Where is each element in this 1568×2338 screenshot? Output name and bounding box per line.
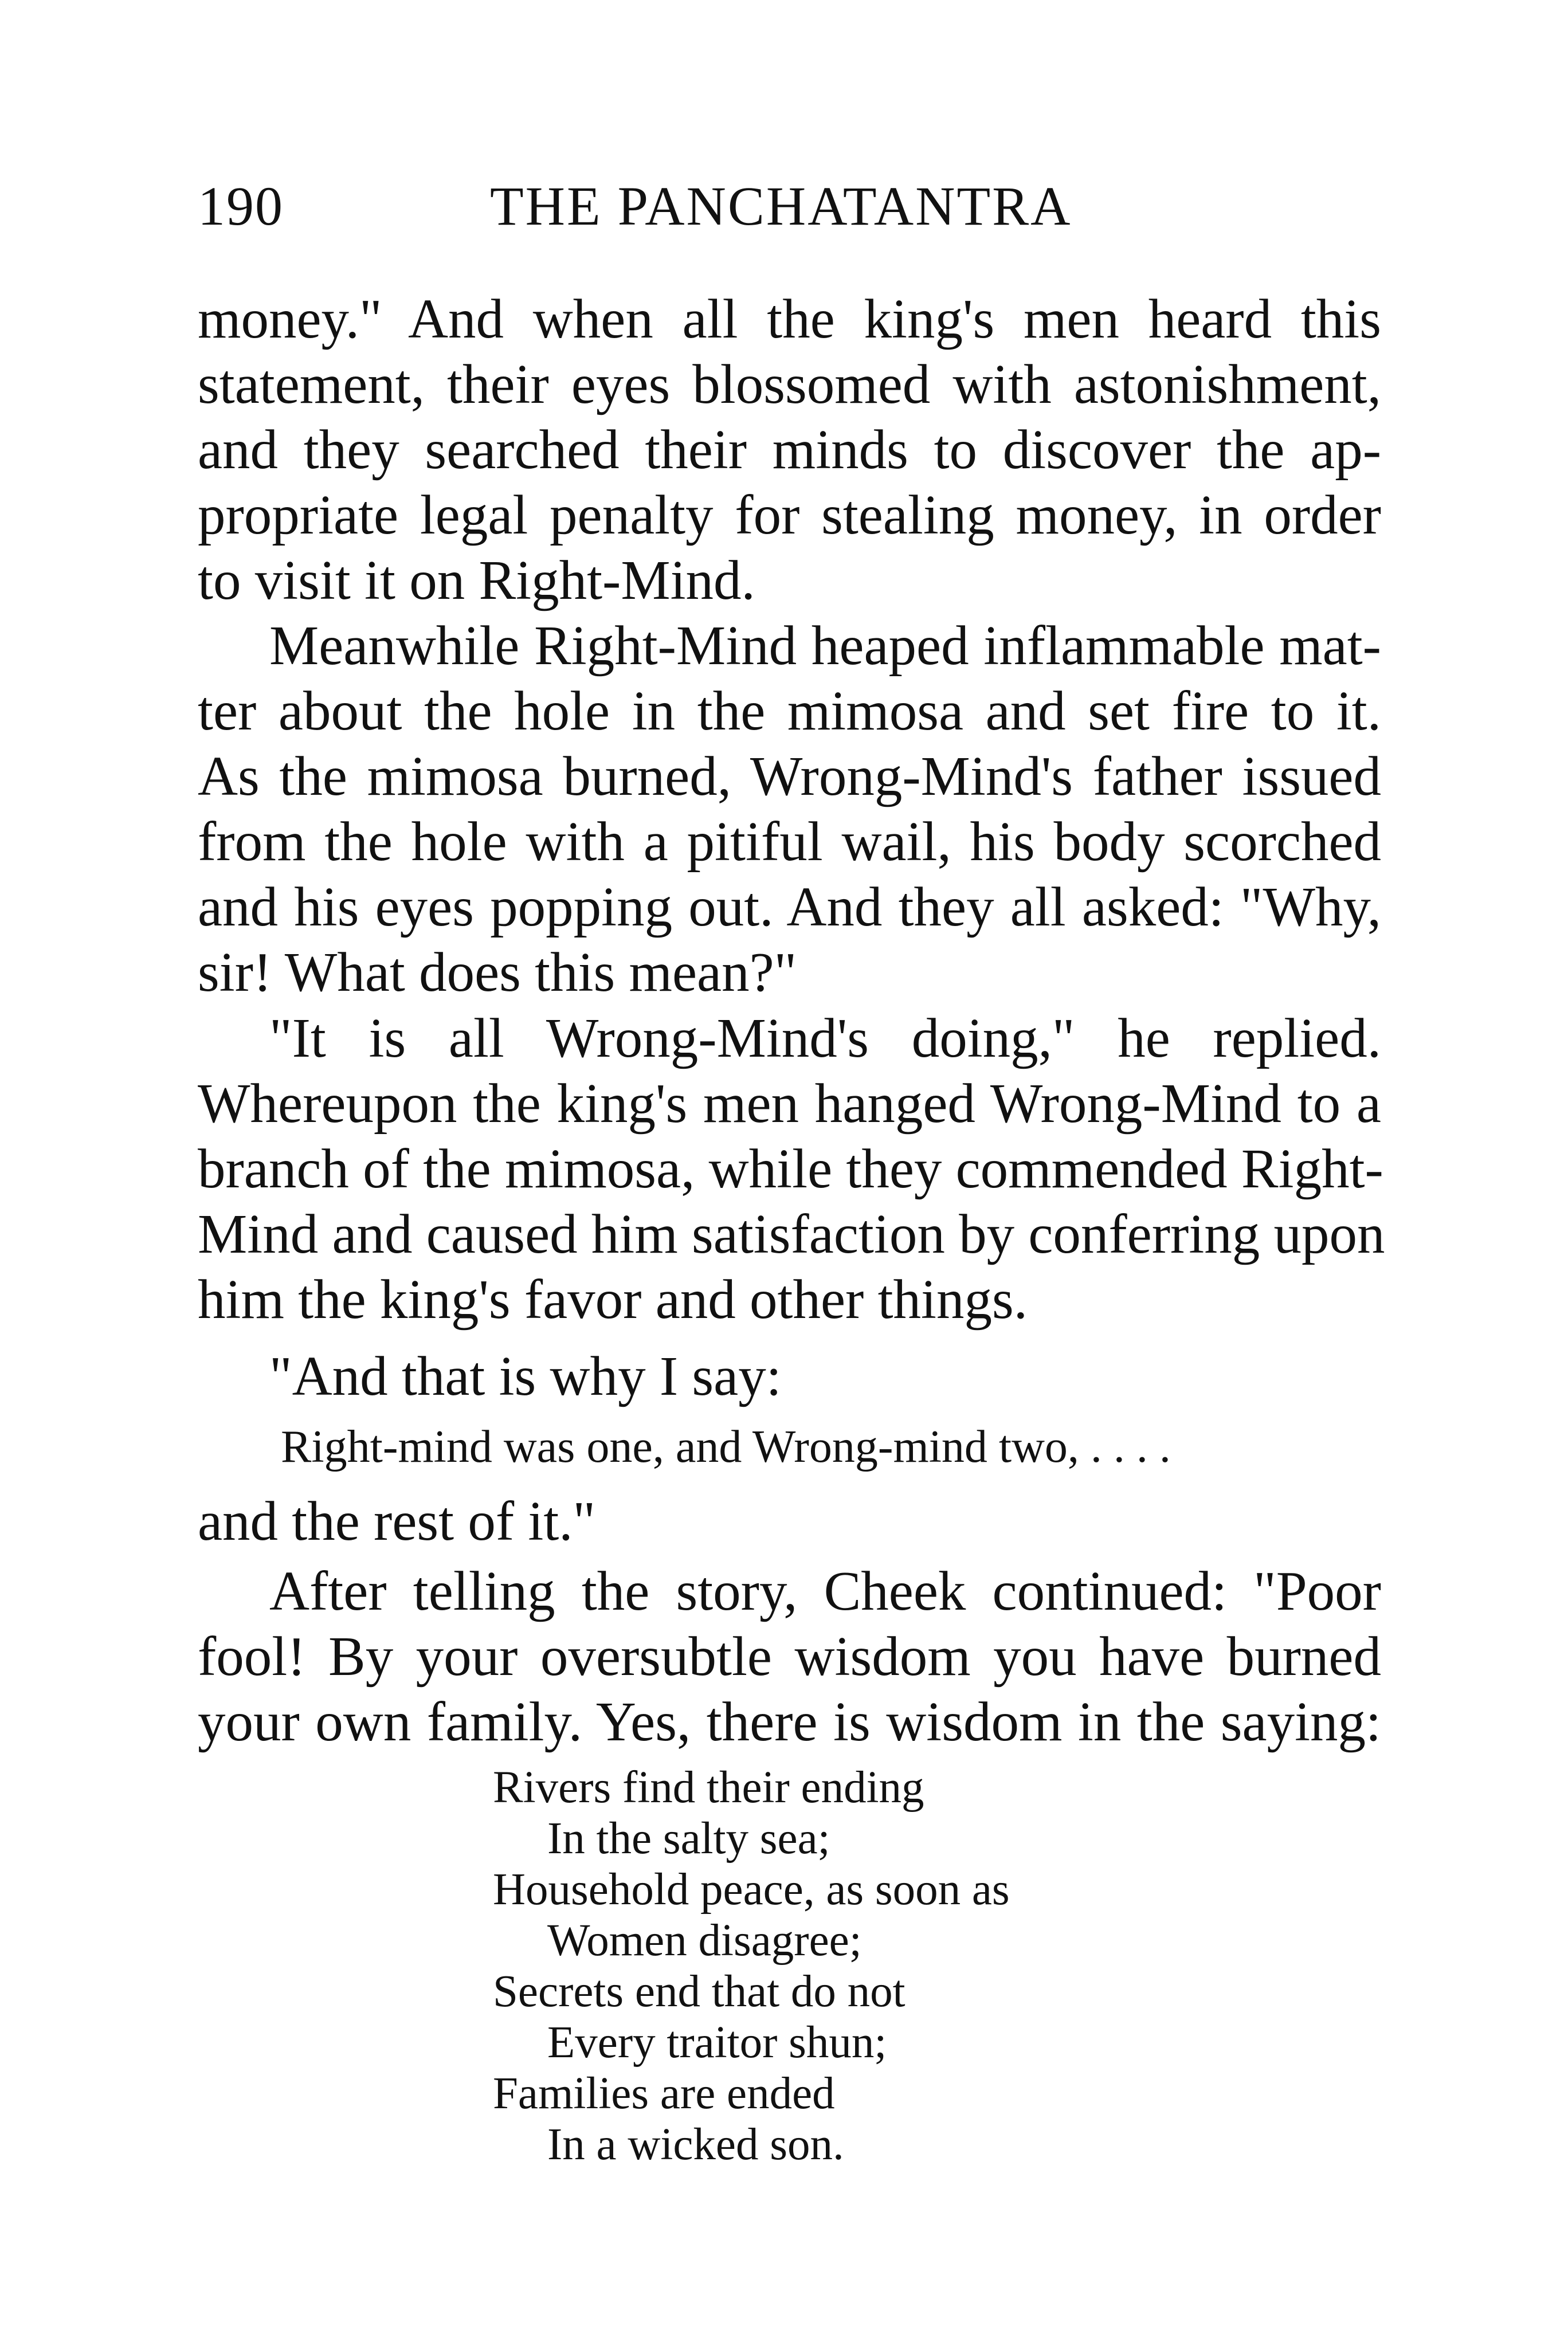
poem-line: Secrets end that do not	[493, 1967, 905, 2017]
poem-line: In the salty sea;	[547, 1814, 830, 1864]
poem	[493, 1762, 1181, 2170]
text-line: your own family. Yes, there is wisdom in the saying:	[198, 1691, 1381, 1752]
paragraph-2	[198, 613, 1381, 1005]
poem-line: Families are ended	[493, 2069, 835, 2119]
text-line: money." And when all the king's men heard this	[198, 288, 1381, 350]
saying-intro	[198, 1344, 1381, 1409]
quoted-verse: Right-mind was one, and Wrong-mind two, . . . .	[281, 1422, 1171, 1472]
text-line: ter about the hole in the mimosa and set fire to it.	[198, 680, 1381, 742]
text-line: to visit it on Right-Mind.	[198, 550, 755, 611]
poem-line: Rivers find their ending	[493, 1763, 924, 1813]
poem-line: Household peace, as soon as	[493, 1865, 1010, 1915]
text-line: propriate legal penalty for stealing money, in order	[198, 484, 1381, 546]
paragraph-1	[198, 287, 1381, 613]
text-line: from the hole with a pitiful wail, his body scorched	[198, 811, 1381, 872]
rest-of-it	[198, 1489, 1381, 1554]
text-line: After telling the story, Cheek continued: "Poor	[269, 1560, 1381, 1622]
poem-line: Every traitor shun;	[547, 2018, 887, 2068]
text-line: and the rest of it."	[198, 1490, 596, 1552]
running-title: THE PANCHATANTRA	[490, 175, 1072, 237]
text-line: and they searched their minds to discover the ap-	[198, 419, 1381, 480]
text-line: Mind and caused him satisfaction by conferring upon	[198, 1203, 1385, 1265]
text-line: "And that is why I say:	[269, 1345, 782, 1407]
text-line: Whereupon the king's men hanged Wrong-Mind to a	[198, 1073, 1381, 1134]
text-line: As the mimosa burned, Wrong-Mind's father issued	[198, 746, 1381, 807]
running-head	[198, 166, 1092, 246]
poem-line: Women disagree;	[547, 1916, 862, 1966]
text-line: fool! By your oversubtle wisdom you have burned	[198, 1626, 1381, 1687]
page-number: 190	[198, 175, 284, 237]
paragraph-3	[198, 1006, 1385, 1332]
text-line: "It is all Wrong-Mind's doing," he replied.	[269, 1007, 1381, 1069]
text-line: him the king's favor and other things.	[198, 1269, 1028, 1330]
paragraph-4	[198, 1559, 1381, 1755]
text-line: statement, their eyes blossomed with astonishment,	[198, 354, 1381, 415]
text-line: and his eyes popping out. And they all asked: "Why,	[198, 876, 1381, 937]
text-line: Meanwhile Right-Mind heaped inflammable mat-	[269, 615, 1381, 676]
poem-line: In a wicked son.	[547, 2120, 844, 2170]
text-line: sir! What does this mean?"	[198, 942, 797, 1003]
text-line: branch of the mimosa, while they commended Right-	[198, 1138, 1383, 1199]
